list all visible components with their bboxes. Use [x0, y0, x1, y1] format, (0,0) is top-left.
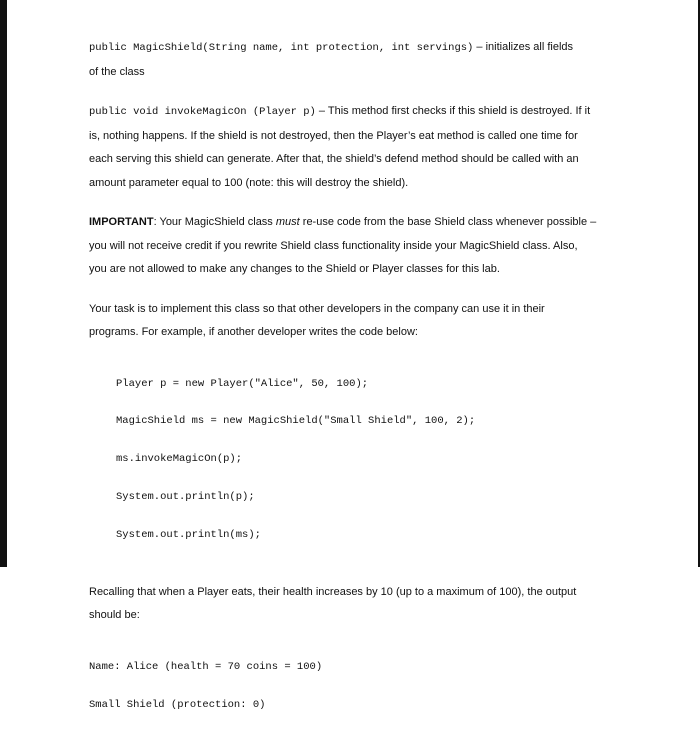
constructor-signature: public MagicShield(String name, int protection, int servings): [89, 42, 474, 54]
method-description: [89, 100, 624, 195]
method-desc-1: – This method first checks if this shield is destroyed. If it: [315, 105, 591, 117]
code-line: System.out.println(ms);: [116, 528, 261, 541]
method-desc-3: each serving this shield can generate. After that, the shield’s defend method should be called with an: [89, 153, 579, 165]
recall-description: [89, 581, 624, 628]
method-desc-2: is, nothing happens. If the shield is not destroyed, then the Player’s eat method is called one time for: [89, 129, 578, 142]
constructor-description: [89, 36, 624, 84]
important-line-3: you are not allowed to make any changes to the Shield or Player classes for this lab.: [89, 263, 500, 275]
important-rest-1: re-use code from the base Shield class whenever possible –: [299, 216, 597, 228]
left-border: [0, 0, 7, 567]
important-after-label: : Your MagicShield class: [153, 216, 276, 228]
output-line: Name: Alice (health = 70 coins = 100): [89, 660, 323, 673]
output-line: Small Shield (protection: 0): [89, 698, 266, 711]
code-line: ms.invokeMagicOn(p);: [116, 453, 243, 466]
task-description: [89, 298, 624, 345]
task-line-2: programs. For example, if another developer writes the code below:: [89, 326, 418, 338]
recall-line-2: should be:: [89, 609, 140, 622]
important-line-2: you will not receive credit if you rewrite Shield class functionality inside your MagicShield class. Also,: [89, 239, 578, 252]
recall-line-1: Recalling that when a Player eats, their health increases by 10 (up to a maximum of 100), the output: [89, 585, 577, 598]
output-code-block: [89, 636, 624, 736]
constructor-desc-2: of the class: [89, 65, 145, 78]
code-line: MagicShield ms = new MagicShield("Small Shield", 100, 2);: [116, 415, 476, 428]
example-code-block: [89, 353, 624, 567]
important-note: [89, 211, 624, 282]
task-line-1: Your task is to implement this class so that other developers in the company can use it in their: [89, 302, 545, 315]
code-line: System.out.println(p);: [116, 491, 255, 504]
method-desc-4: amount parameter equal to 100 (note: this will destroy the shield).: [89, 176, 409, 189]
method-signature: public void invokeMagicOn (Player p): [89, 106, 316, 118]
important-label: IMPORTANT: [89, 216, 154, 228]
constructor-desc-1: – initializes all fields: [473, 41, 574, 53]
document-page: [89, 36, 624, 736]
code-line: Player p = new Player("Alice", 50, 100);: [116, 377, 369, 390]
important-emphasis: must: [275, 216, 300, 228]
